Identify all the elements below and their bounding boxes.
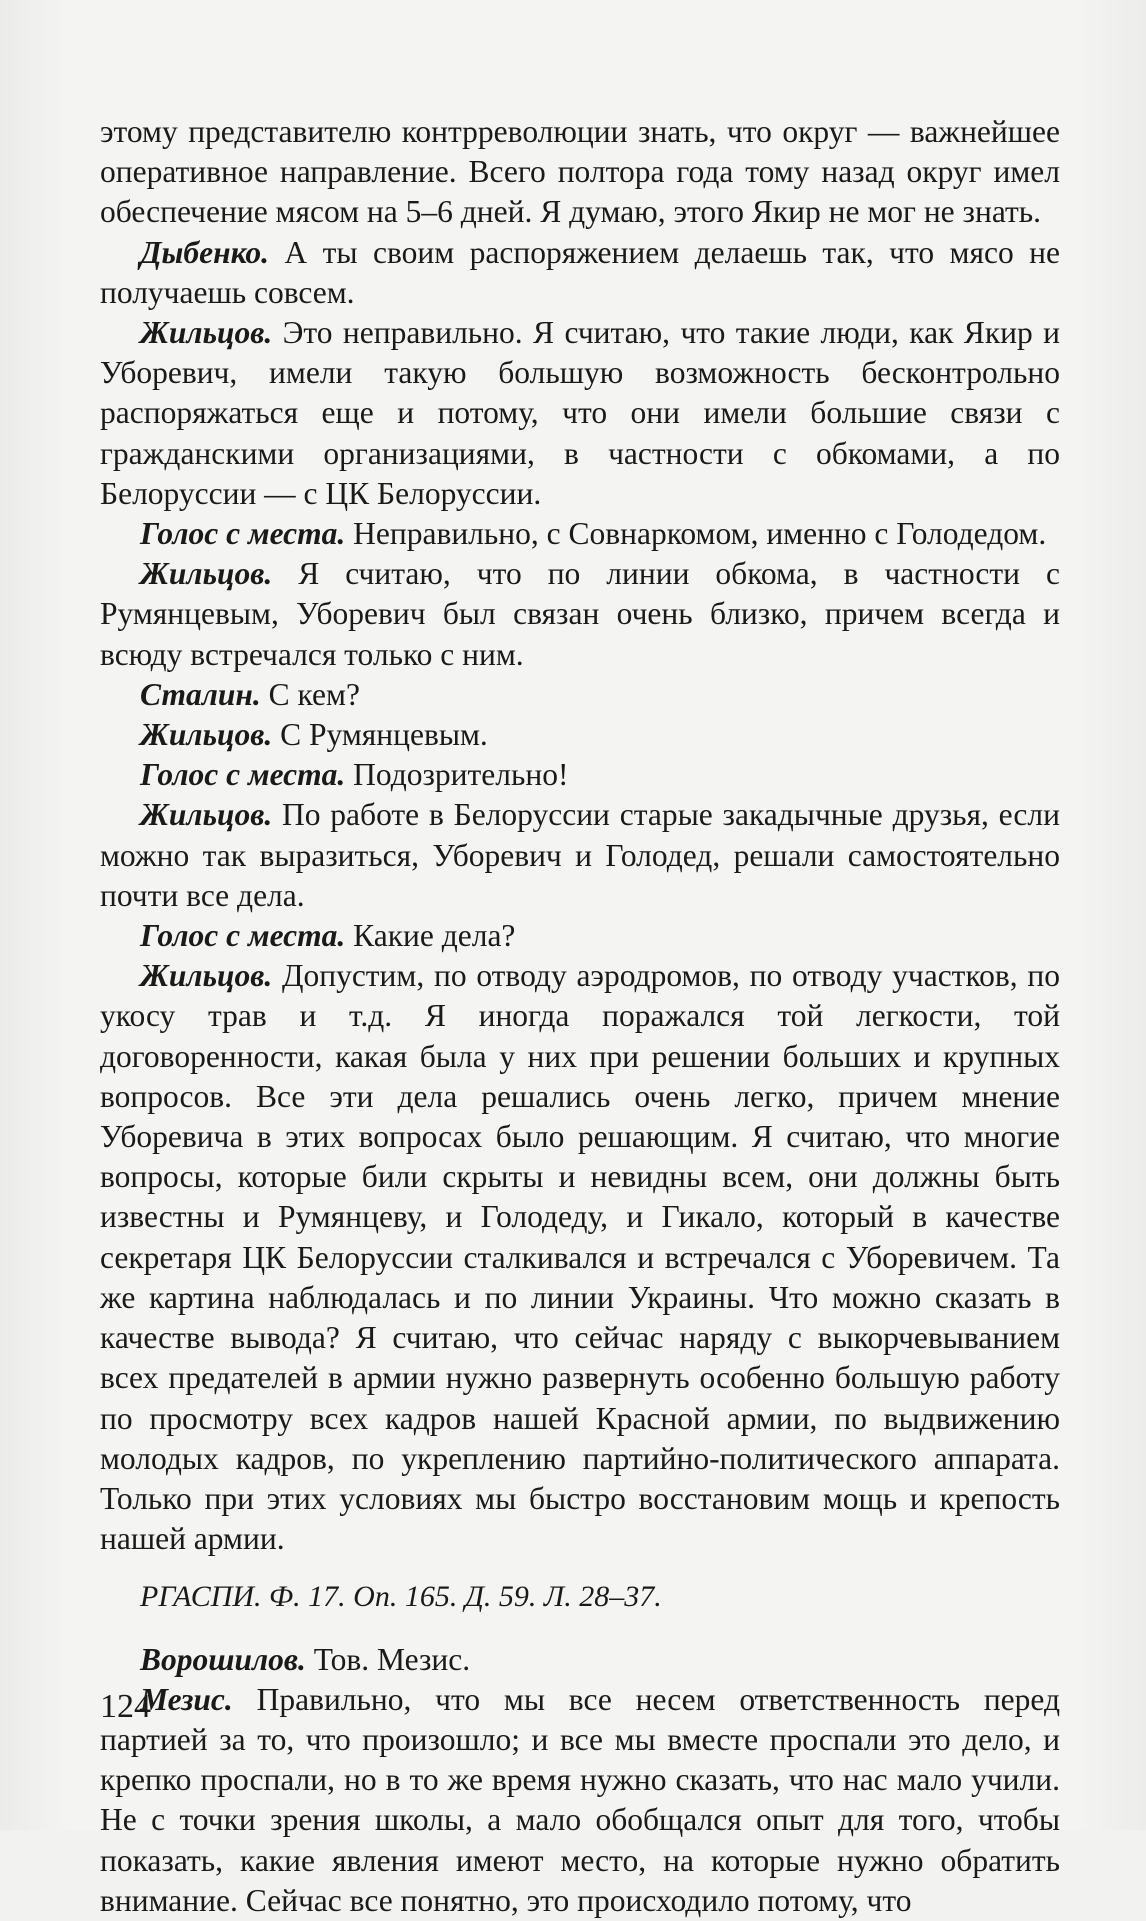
speaker-name: Голос с места. [140, 516, 346, 552]
body-text [100, 112, 1060, 1921]
page-number: 124 [100, 1688, 151, 1725]
paragraph-zhiltsov-5: Жильцов. Допустим, по отводу аэродромов, по отводу участков, по укосу трав и т.д. Я иногда поражался той легкости, той договоренности, какая была у них при решении больших и крупных вопросов. Все эти дела решались очень легко, причем мнение Уборевича в этих вопросах было решающим. Я считаю, что многие вопросы, которые били скрыты и невидны всем, они должны быть известны и Румянцеву, и Голодеду, и Гикало, который в качестве секретаря ЦК Белоруссии сталкивался и встречался с Уборевичем. Та же картина наблюдалась и по линии Украины. Что можно сказать в качестве вывода? Я считаю, что сейчас наряду с выкорчевыванием всех предателей в армии нужно развернуть особенно большую работу по просмотру всех кадров нашей Красной армии, по выдвижению молодых кадров, по укреплению партийно-политического аппарата. Только при этих условиях мы быстро восстановим мощь и крепость нашей армии. [100, 958, 1061, 1557]
speaker-name: Жильцов. [140, 797, 273, 833]
speaker-name: Жильцов. [140, 556, 273, 592]
paragraph-voice-2: Голос с места. Подозрительно! [140, 757, 569, 793]
paragraph-mezis: Мезис. Правильно, что мы все несем ответственность перед партией за то, что произошло; и все мы вместе проспали это дело, и крепко проспали, но в то же время нужно сказать, что нас мало учили. Не с точки зрения школы, а мало обобщался опыт для того, чтобы показать, какие явления имеют место, на которые нужно обратить внимание. Сейчас все понятно, это происходило потому, что [100, 1681, 1061, 1918]
speaker-name: Ворошилов. [140, 1641, 306, 1677]
speaker-name: Жильцов. [140, 315, 273, 351]
paragraph-continuation: этому представителю контрреволюции знать, что округ — важнейшее оперативное направление. Всего полтора года тому назад округ имел обеспечение мясом на 5–6 дней. Я думаю, этого Якир не мог не знать. [100, 114, 1060, 230]
speaker-name: Жильцов. [140, 958, 273, 994]
paragraph-zhiltsov-4: Жильцов. По работе в Белоруссии старые закадычные друзья, если можно так выразиться, Уборевич и Голодед, решали самостоятельно почти все дела. [100, 797, 1060, 913]
speaker-name: Голос с места. [140, 757, 346, 793]
paragraph-voroshilov: Ворошилов. Тов. Мезис. [140, 1641, 471, 1677]
paragraph-voice-1: Голос с места. Неправильно, с Совнаркомом, именно с Голодедом. [140, 516, 1047, 552]
speaker-name: Мезис. [140, 1681, 233, 1717]
paragraph-zhiltsov-1: Жильцов. Это неправильно. Я считаю, что такие люди, как Якир и Уборевич, имели такую большую возможность бесконтрольно распоряжаться еще и потому, что они имели большие связи с гражданскими организациями, в частности с обкомами, а по Белоруссии — с ЦК Белоруссии. [100, 315, 1060, 511]
paragraph-voice-3: Голос с места. Какие дела? [140, 918, 516, 954]
paragraph-zhiltsov-2: Жильцов. Я считаю, что по линии обкома, в частности с Румянцевым, Уборевич был связан очень близко, причем всегда и всюду встречался только с ним. [100, 556, 1060, 672]
speaker-name: Дыбенко. [140, 234, 269, 270]
speaker-name: Голос с места. [140, 918, 346, 954]
paragraph-stalin: Сталин. С кем? [140, 676, 360, 712]
speaker-name: Жильцов. [140, 717, 273, 753]
speaker-name: Сталин. [140, 676, 261, 712]
archive-source-citation: РГАСПИ. Ф. 17. Оп. 165. Д. 59. Л. 28–37. [140, 1580, 662, 1614]
paragraph-dybenko: Дыбенко. А ты своим распоряжением делаешь так, что мясо не получаешь совсем. [100, 234, 1061, 310]
paragraph-zhiltsov-3: Жильцов. С Румянцевым. [140, 717, 488, 753]
